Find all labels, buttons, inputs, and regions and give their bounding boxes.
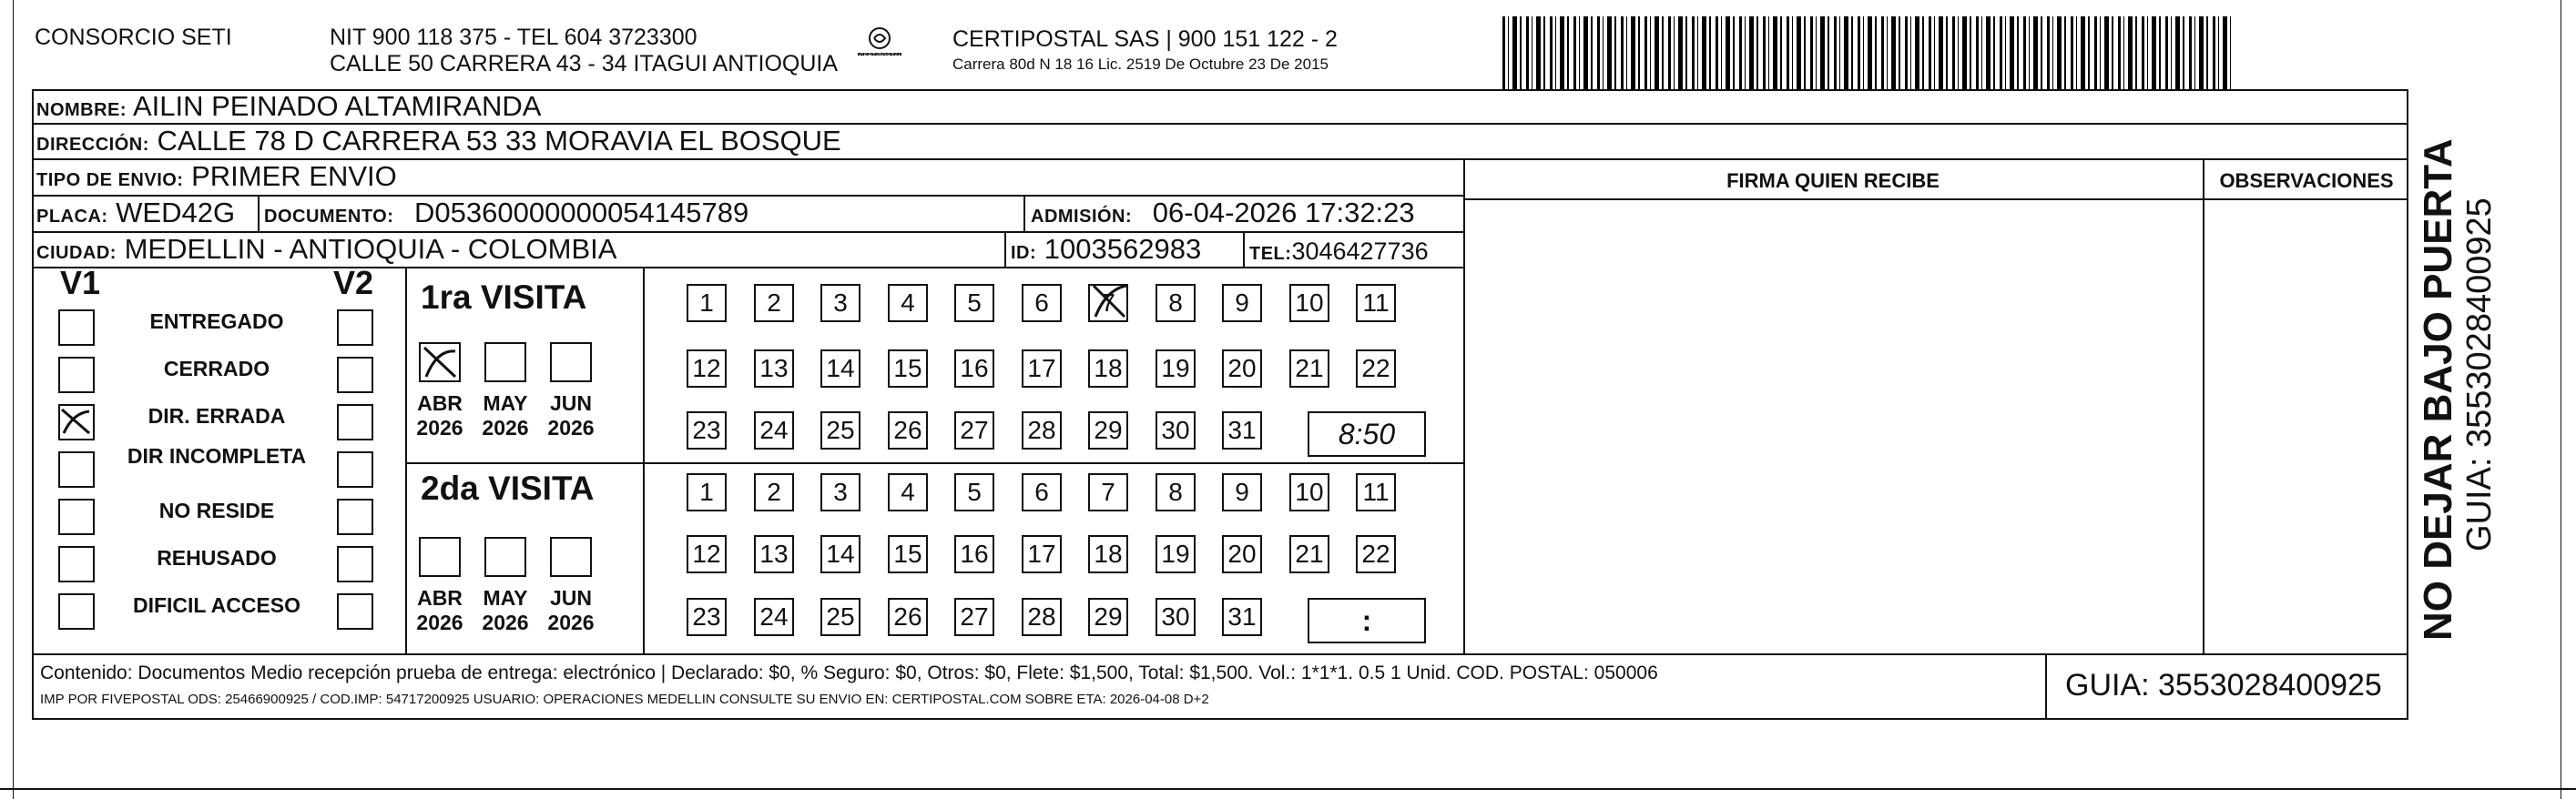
ciudad-field	[36, 233, 616, 269]
col-divider	[258, 195, 260, 231]
month-name: MAY	[483, 391, 528, 415]
v1-checkbox[interactable]	[58, 451, 95, 488]
day-box[interactable]: 30	[1156, 411, 1196, 450]
month-name: JUN	[549, 391, 592, 415]
nombre-value: AILIN PEINADO ALTAMIRANDA	[132, 90, 542, 122]
signature-header-divider	[1463, 198, 2408, 200]
admision-field	[1031, 197, 1415, 233]
day-box[interactable]: 12	[687, 349, 727, 388]
day-box[interactable]: 29	[1088, 598, 1128, 636]
month-label	[539, 586, 603, 635]
day-box[interactable]: 25	[820, 598, 860, 636]
placa-field	[36, 197, 235, 233]
logo-caption: CERTIPOSTAL	[860, 54, 902, 59]
status-label: DIR INCOMPLETA	[127, 444, 307, 468]
month-label	[408, 391, 472, 440]
day-box[interactable]: 2	[754, 473, 794, 511]
contenido-text: Contenido: Documentos Medio recepción prueba de entrega: electrónico | Declarado: $0, % Seguro: $0, Otros: $0, Flete: $1,500, Total: $1,500. Vol.: 1*1*1. 0.5 1 Unid. COD. POSTAL: 050006	[40, 662, 1658, 683]
visit2-title: 2da VISITA	[421, 470, 595, 507]
month-year: 2026	[416, 416, 463, 440]
direccion-field	[36, 125, 841, 161]
month-checkbox[interactable]	[550, 342, 592, 382]
v1-header: V1	[60, 264, 101, 301]
id-label: ID:	[1011, 243, 1037, 263]
day-box[interactable]: 25	[820, 411, 860, 450]
day-box[interactable]: 7	[1088, 284, 1128, 322]
status-label: ENTREGADO	[149, 309, 284, 333]
id-value: 1003562983	[1044, 233, 1202, 265]
barcode	[1502, 16, 2231, 89]
month-name: ABR	[417, 391, 463, 415]
month-year: 2026	[482, 611, 529, 634]
day-box[interactable]: 5	[954, 473, 994, 511]
certipostal-logo	[856, 25, 903, 62]
month-name: MAY	[483, 586, 528, 610]
day-box[interactable]: 1	[687, 473, 727, 511]
day-box[interactable]: 2	[754, 284, 794, 322]
id-field	[1011, 233, 1201, 269]
v1-checkbox[interactable]	[58, 309, 95, 346]
documento-value: D05360000000054145789	[414, 197, 749, 228]
day-box[interactable]: 11	[1356, 473, 1396, 511]
visit1-time[interactable]: 8:50	[1308, 411, 1426, 457]
day-box[interactable]: 24	[754, 411, 794, 450]
month-year: 2026	[416, 611, 463, 634]
month-year: 2026	[482, 416, 529, 440]
courier-name: CERTIPOSTAL SAS | 900 151 122 - 2	[952, 26, 1338, 52]
observaciones-header: OBSERVACIONES	[2219, 169, 2394, 192]
nit-phone: NIT 900 118 375 - TEL 604 3723300	[330, 25, 697, 50]
v2-checkbox[interactable]	[337, 593, 373, 630]
month-name: JUN	[549, 586, 592, 610]
day-box[interactable]: 16	[954, 349, 994, 388]
documento-field	[264, 197, 748, 233]
month-label	[473, 586, 537, 635]
side-guia: GUIA: 3553028400925	[2460, 197, 2499, 551]
status-label: DIFICIL ACCESO	[132, 593, 300, 617]
visit2-time[interactable]: :	[1308, 598, 1426, 643]
direccion-value: CALLE 78 D CARRERA 53 33 MORAVIA EL BOSQUE	[157, 125, 841, 157]
col-divider	[2045, 653, 2047, 720]
month-label	[408, 586, 472, 635]
scan-edge	[0, 788, 2576, 790]
day-box[interactable]: 17	[1022, 535, 1062, 573]
day-box[interactable]: 15	[888, 349, 928, 388]
day-box[interactable]: 4	[888, 284, 928, 322]
company-name: CONSORCIO SETI	[35, 25, 232, 50]
check-mark-icon	[1086, 280, 1132, 322]
placa-label: PLACA:	[36, 207, 108, 227]
tipo-envio-value: PRIMER ENVIO	[191, 160, 397, 192]
day-box[interactable]: 18	[1088, 349, 1128, 388]
day-box[interactable]: 17	[1022, 349, 1062, 388]
col-divider	[1243, 231, 1245, 267]
day-box[interactable]: 6	[1022, 284, 1062, 322]
v2-header: V2	[333, 264, 374, 301]
tel-label: TEL:	[1249, 244, 1292, 264]
day-box[interactable]: 20	[1222, 535, 1262, 573]
day-box[interactable]: 5	[954, 284, 994, 322]
v1-checkbox[interactable]	[58, 546, 95, 582]
month-checkbox[interactable]	[484, 342, 526, 382]
day-box[interactable]: 26	[888, 598, 928, 636]
day-box[interactable]: 24	[754, 598, 794, 636]
month-label	[539, 391, 603, 440]
day-box[interactable]: 10	[1289, 473, 1329, 511]
visit1-title: 1ra VISITA	[421, 278, 587, 316]
tipo-envio-field	[36, 160, 397, 197]
day-box[interactable]: 14	[820, 349, 860, 388]
day-box[interactable]: 31	[1222, 411, 1262, 450]
day-box[interactable]: 7	[1088, 473, 1128, 511]
admision-value: 06-04-2026 17:32:23	[1152, 197, 1415, 228]
admision-label: ADMISIÓN:	[1031, 207, 1133, 227]
day-box[interactable]: 23	[687, 411, 727, 450]
day-box[interactable]: 15	[888, 535, 928, 573]
day-box[interactable]: 10	[1289, 284, 1329, 322]
col-divider	[405, 267, 407, 653]
month-name: ABR	[417, 586, 463, 610]
v1-checkbox[interactable]	[58, 499, 95, 535]
day-box[interactable]: 4	[888, 473, 928, 511]
v2-checkbox[interactable]	[337, 357, 373, 393]
day-box[interactable]: 31	[1222, 598, 1262, 636]
documento-label: DOCUMENTO:	[264, 207, 394, 227]
ciudad-label: CIUDAD:	[36, 243, 117, 263]
day-box[interactable]: 13	[754, 349, 794, 388]
v1-checkbox[interactable]	[58, 593, 95, 630]
col-divider	[1004, 231, 1006, 267]
sender-address: CALLE 50 CARRERA 43 - 34 ITAGUI ANTIOQUIA	[330, 51, 839, 76]
tipo-envio-label: TIPO DE ENVIO:	[36, 170, 184, 190]
month-checkbox[interactable]	[484, 537, 526, 577]
day-box[interactable]: 21	[1289, 349, 1329, 388]
status-label: DIR. ERRADA	[148, 404, 286, 428]
day-box[interactable]: 27	[954, 411, 994, 450]
check-mark-icon	[419, 342, 461, 382]
nombre-field	[36, 90, 541, 126]
day-box[interactable]: 13	[754, 535, 794, 573]
day-box[interactable]: 6	[1022, 473, 1062, 511]
day-box[interactable]: 8	[1156, 473, 1196, 511]
day-box[interactable]: 1	[687, 284, 727, 322]
month-checkbox[interactable]	[419, 537, 461, 577]
month-label	[473, 391, 537, 440]
status-label: NO RESIDE	[158, 499, 275, 522]
day-box[interactable]: 28	[1022, 411, 1062, 450]
day-box[interactable]: 22	[1356, 349, 1396, 388]
firma-header: FIRMA QUIEN RECIBE	[1726, 169, 1940, 192]
day-box[interactable]: 3	[820, 284, 860, 322]
day-box[interactable]: 28	[1022, 598, 1062, 636]
row-divider	[32, 653, 2408, 655]
day-box[interactable]: 3	[820, 473, 860, 511]
month-year: 2026	[547, 611, 595, 634]
day-box[interactable]: 29	[1088, 411, 1128, 450]
footer-guia: GUIA: 3553028400925	[2065, 668, 2382, 703]
v2-checkbox[interactable]	[337, 451, 373, 488]
day-box[interactable]: 9	[1222, 284, 1262, 322]
scan-edge	[13, 0, 14, 799]
day-box[interactable]: 8	[1156, 284, 1196, 322]
v2-checkbox[interactable]	[337, 309, 373, 346]
month-checkbox[interactable]	[550, 537, 592, 577]
imp-text: IMP POR FIVEPOSTAL ODS: 25466900925 / COD.IMP: 54717200925 USUARIO: OPERACIONES MEDELLIN CONSULTE SU ENVIO EN: CERTIPOSTAL.COM SOBRE ETA: 2026-04-08 D+2	[40, 692, 1209, 707]
day-box[interactable]: 23	[687, 598, 727, 636]
day-box[interactable]: 14	[820, 535, 860, 573]
v1-checkbox[interactable]	[58, 404, 95, 440]
col-divider	[2203, 158, 2204, 653]
day-box[interactable]: 18	[1088, 535, 1128, 573]
col-divider	[1023, 195, 1025, 231]
day-box[interactable]: 26	[888, 411, 928, 450]
day-box[interactable]: 20	[1222, 349, 1262, 388]
nombre-label: NOMBRE:	[36, 100, 127, 120]
direccion-label: DIRECCIÓN:	[36, 135, 149, 155]
v2-checkbox[interactable]	[337, 499, 373, 535]
status-label: CERRADO	[163, 357, 270, 380]
visit-divider	[405, 462, 1463, 464]
v2-checkbox[interactable]	[337, 546, 373, 582]
courier-license: Carrera 80d N 18 16 Lic. 2519 De Octubre 23 De 2015	[952, 56, 1329, 73]
tel-value: 3046427736	[1291, 238, 1429, 265]
day-box[interactable]: 12	[687, 535, 727, 573]
no-dejar-bajo-puerta: NO DEJAR BAJO PUERTA	[2416, 138, 2460, 641]
day-box[interactable]: 30	[1156, 598, 1196, 636]
day-box[interactable]: 11	[1356, 284, 1396, 322]
placa-value: WED42G	[116, 197, 236, 228]
day-box[interactable]: 21	[1289, 535, 1329, 573]
day-box[interactable]: 22	[1356, 535, 1396, 573]
col-divider	[1463, 158, 1465, 653]
status-label: REHUSADO	[157, 546, 277, 570]
day-box[interactable]: 19	[1156, 535, 1196, 573]
tel-field	[1249, 235, 1429, 270]
day-box[interactable]: 9	[1222, 473, 1262, 511]
ciudad-value: MEDELLIN - ANTIOQUIA - COLOMBIA	[124, 233, 617, 265]
day-box[interactable]: 27	[954, 598, 994, 636]
month-year: 2026	[547, 416, 595, 440]
v2-checkbox[interactable]	[337, 404, 373, 440]
day-box[interactable]: 19	[1156, 349, 1196, 388]
col-divider	[643, 267, 645, 653]
day-box[interactable]: 16	[954, 535, 994, 573]
v1-checkbox[interactable]	[58, 357, 95, 393]
